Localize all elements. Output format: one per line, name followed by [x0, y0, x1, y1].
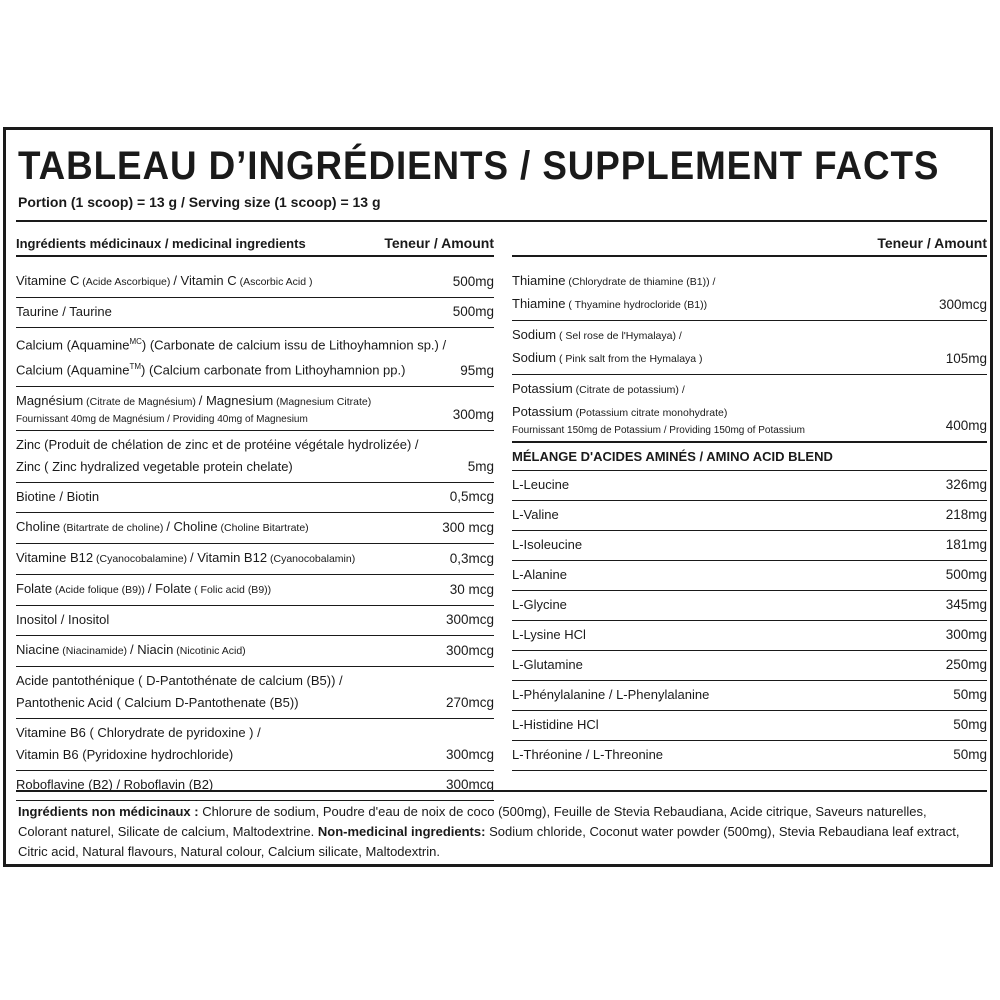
amino-acid-name: L-Glycine [512, 597, 567, 612]
left-ingredient-list [16, 267, 494, 801]
amino-acid-amount: 500mg [945, 567, 987, 582]
supplement-facts-panel [3, 127, 993, 867]
ingredient-line1: Choline [16, 518, 61, 534]
amino-acid-amount: 50mg [953, 747, 987, 762]
amino-acid-row [512, 471, 987, 500]
amino-blend-title: MÉLANGE D'ACIDES AMINÉS / AMINO ACID BLEND [512, 441, 987, 471]
ingredient-line1: Inositol / Inositol [16, 611, 110, 627]
ingredient-amount: 400mg [945, 418, 987, 433]
amino-acid-name: L-Histidine HCl [512, 717, 599, 732]
ingredient-line2: / Folate [147, 580, 192, 596]
ingredient-row [16, 482, 494, 512]
ingredient-row [16, 718, 494, 770]
ingredient-line2: / Choline [166, 518, 218, 534]
trademark-sup: MC [129, 337, 142, 346]
footer-fr-label: Ingrédients non médicinaux : [18, 804, 199, 819]
ingredient-line2: Potassium [512, 404, 573, 419]
ingredient-line2: Calcium (Aquamine [16, 362, 130, 378]
ingredient-line2: Pantothenic Acid ( Calcium D-Pantothenate (B5)) [16, 694, 299, 710]
ingredient-name [16, 270, 447, 293]
amino-acid-amount: 50mg [953, 717, 987, 732]
ingredient-row [16, 770, 494, 800]
ingredient-line1: Thiamine [512, 273, 566, 288]
ingredient-name [16, 434, 462, 478]
ingredient-amount: 300mcg [445, 776, 494, 792]
ingredient-amount: 500mg [452, 274, 494, 289]
ingredient-line2: / Vitamin C [173, 273, 237, 288]
ingredient-row [16, 605, 494, 635]
ingredient-row [16, 543, 494, 574]
ingredient-line2: Zinc ( Zinc hydralized vegetable protein chelate) [16, 458, 293, 474]
right-column-header [512, 225, 987, 257]
ingredient-line1-detail: (Acide Ascorbique) [79, 276, 174, 288]
amino-acid-name: L-Alanine [512, 567, 567, 582]
ingredient-line2: / Niacin [129, 641, 174, 657]
amino-acid-amount: 345mg [945, 597, 987, 612]
ingredient-line1-rest: ) (Carbonate de calcium issu de Lithoyhamnion sp.) / [141, 337, 447, 353]
ingredient-line2: Sodium [512, 350, 557, 365]
ingredient-amount: 300mcg [445, 611, 494, 627]
ingredient-name [16, 609, 440, 631]
ingredient-line1-detail: (Citrate de Magnésium) [83, 395, 199, 408]
amino-acid-row [512, 560, 987, 590]
serving-size: Portion (1 scoop) = 13 g / Serving size (1 scoop) = 13 g [18, 194, 381, 210]
ingredient-row [16, 430, 494, 482]
title-divider [16, 220, 987, 222]
amino-acid-row [512, 500, 987, 530]
ingredient-row [16, 386, 494, 430]
right-header-amount: Teneur / Amount [877, 235, 987, 251]
footer-divider [16, 790, 987, 792]
ingredient-note: Fournissant 150mg de Potassium / Providing 150mg of Potassium [512, 425, 805, 436]
ingredient-line1: Magnésium [16, 392, 84, 408]
ingredient-name [16, 722, 440, 766]
ingredient-name [16, 639, 440, 662]
ingredient-line1-detail: (Cyanocobalamine) [93, 552, 190, 565]
ingredient-amount: 95mg [460, 362, 494, 378]
ingredient-line1: Zinc (Produit de chélation de zinc et de protéine végétale hydrolizée) / [16, 436, 419, 452]
ingredient-amount: 300mcg [445, 642, 494, 658]
left-header-amount: Teneur / Amount [384, 235, 494, 251]
ingredient-row [16, 635, 494, 666]
amino-acid-row [512, 680, 987, 710]
ingredient-name [16, 390, 447, 426]
amino-acid-amount: 250mg [945, 657, 987, 672]
footer-fr-text: Chlorure de sodium, Poudre d'eau de noix de coco (500mg), Feuille de Stevia Rebaudiana, Acide citrique, Saveurs naturelles, Colorant naturel, Silicate de calcium, Maltodextrine. [18, 804, 927, 839]
ingredient-row [16, 512, 494, 543]
ingredient-row [16, 327, 494, 386]
ingredient-line1: Vitamine B6 ( Chlorydrate de pyridoxine ) / [16, 724, 261, 740]
ingredient-name [512, 270, 933, 316]
ingredient-line1-detail: ( Sel rose de l'Hymalaya) / [556, 330, 682, 342]
ingredient-line2-detail: ( Thyamine hydrocloride (B1)) [565, 299, 708, 311]
ingredient-line1-detail: (Chlorydrate de thiamine (B1)) / [565, 276, 716, 288]
ingredient-row [16, 267, 494, 297]
ingredient-amount: 30 mcg [449, 581, 494, 597]
ingredient-line2: Thiamine [512, 296, 566, 311]
ingredient-row [16, 666, 494, 718]
ingredient-amount: 0,5mcg [449, 488, 494, 504]
ingredient-amount: 300mcg [445, 746, 494, 762]
ingredient-amount: 270mcg [445, 694, 494, 710]
ingredient-line2-detail: ( Pink salt from the Hymalaya ) [556, 353, 703, 365]
ingredient-name [16, 486, 444, 508]
left-header-gap [16, 257, 494, 267]
ingredient-line2-detail: (Ascorbic Acid ) [236, 276, 313, 288]
ingredient-row [512, 320, 987, 374]
ingredient-name [16, 670, 440, 714]
amino-acid-amount: 326mg [945, 477, 987, 492]
ingredient-name [16, 516, 436, 539]
ingredient-line1-detail: (Acide folique (B9)) [52, 583, 148, 596]
amino-acid-name: L-Lysine HCl [512, 627, 586, 642]
amino-acid-row [512, 530, 987, 560]
amino-acid-name: L-Phénylalanine / L-Phenylalanine [512, 687, 710, 702]
ingredient-line1-detail: (Bitartrate de choline) [60, 521, 167, 534]
ingredient-line1: Sodium [512, 327, 557, 342]
ingredient-line1: Calcium (Aquamine [16, 337, 130, 353]
ingredient-line2: Vitamin B6 (Pyridoxine hydrochloride) [16, 746, 234, 762]
ingredient-line1: Taurine / Taurine [16, 304, 112, 319]
ingredient-line1-detail: (Niacinamide) [59, 644, 130, 657]
ingredient-line2-detail: (Cyanocobalamin) [267, 552, 356, 565]
ingredient-line2-detail: (Choline Bitartrate) [217, 521, 309, 534]
ingredient-name [512, 324, 940, 370]
ingredient-line2: / Vitamin B12 [189, 549, 268, 565]
right-header-gap [512, 257, 987, 267]
amino-acid-row [512, 650, 987, 680]
ingredient-name [16, 301, 447, 323]
amino-acid-row [512, 620, 987, 650]
amino-acid-row [512, 710, 987, 740]
ingredient-row [512, 267, 987, 320]
ingredient-line1: Roboflavine (B2) / Roboflavin (B2) [16, 776, 214, 792]
right-column [512, 225, 987, 771]
ingredient-line1: Vitamine C [16, 273, 80, 288]
amino-acid-name: L-Isoleucine [512, 537, 583, 552]
right-ingredient-list [512, 267, 987, 441]
left-header-label: Ingrédients médicinaux / medicinal ingredients [16, 236, 306, 251]
ingredient-line1: Acide pantothénique ( D-Pantothénate de calcium (B5)) / [16, 672, 343, 688]
ingredient-row [512, 374, 987, 441]
ingredient-name [16, 774, 440, 796]
ingredient-amount: 300 mcg [442, 519, 494, 535]
ingredient-amount: 300mg [452, 406, 494, 422]
trademark-sup: TM [129, 362, 141, 372]
ingredient-name [512, 378, 940, 437]
footer-en-label: Non-medicinal ingredients: [317, 824, 486, 839]
ingredient-row [16, 297, 494, 327]
ingredient-name [16, 331, 454, 382]
ingredient-line1: Potassium [512, 381, 573, 396]
amino-acid-row [512, 590, 987, 620]
footer-en-text: Sodium chloride, Coconut water powder (500mg), Stevia Rebaudiana leaf extract, Citric acid, Natural flavours, Natural colour, Calcium silicate, Maltodextrin. [18, 824, 960, 859]
ingredient-line2-detail: (Nicotinic Acid) [173, 644, 246, 657]
non-medicinal-ingredients [18, 802, 978, 862]
panel-title: TABLEAU D’INGRÉDIENTS / SUPPLEMENT FACTS [18, 144, 940, 188]
amino-acid-name: L-Leucine [512, 477, 570, 492]
ingredient-amount: 5mg [467, 458, 494, 474]
ingredient-line2-detail: ( Folic acid (B9)) [191, 583, 272, 596]
ingredient-line1: Niacine [16, 641, 60, 657]
amino-acid-name: L-Valine [512, 507, 559, 522]
amino-blend-list [512, 471, 987, 771]
ingredient-line2-rest: ) (Calcium carbonate from Lithoyhamnion pp.) [141, 362, 406, 378]
ingredient-line2: / Magnesium [198, 392, 274, 408]
ingredient-amount: 105mg [945, 351, 987, 366]
ingredient-line1: Vitamine B12 [16, 549, 94, 565]
ingredient-amount: 0,3mcg [449, 550, 494, 566]
amino-acid-amount: 218mg [945, 507, 987, 522]
ingredient-name [16, 578, 444, 601]
amino-acid-row [512, 740, 987, 770]
ingredient-note: Fournissant 40mg de Magnésium / Providing 40mg of Magnesium [16, 413, 308, 425]
ingredient-line1-detail: (Citrate de potassium) / [572, 384, 685, 396]
ingredient-line2-detail: (Magnesium Citrate) [273, 395, 372, 408]
left-column [16, 225, 494, 801]
ingredient-amount: 500mg [452, 304, 494, 319]
left-column-header [16, 225, 494, 257]
ingredient-line2-detail: (Potassium citrate monohydrate) [572, 407, 728, 419]
ingredient-amount: 300mcg [938, 297, 987, 312]
ingredient-line1: Folate [16, 580, 53, 596]
amino-acid-amount: 300mg [945, 627, 987, 642]
ingredient-name [16, 547, 444, 570]
amino-acid-amount: 50mg [953, 687, 987, 702]
amino-acid-name: L-Thréonine / L-Threonine [512, 747, 664, 762]
amino-acid-amount: 181mg [945, 537, 987, 552]
amino-acid-name: L-Glutamine [512, 657, 583, 672]
ingredient-line1: Biotine / Biotin [16, 488, 100, 504]
ingredient-row [16, 574, 494, 605]
